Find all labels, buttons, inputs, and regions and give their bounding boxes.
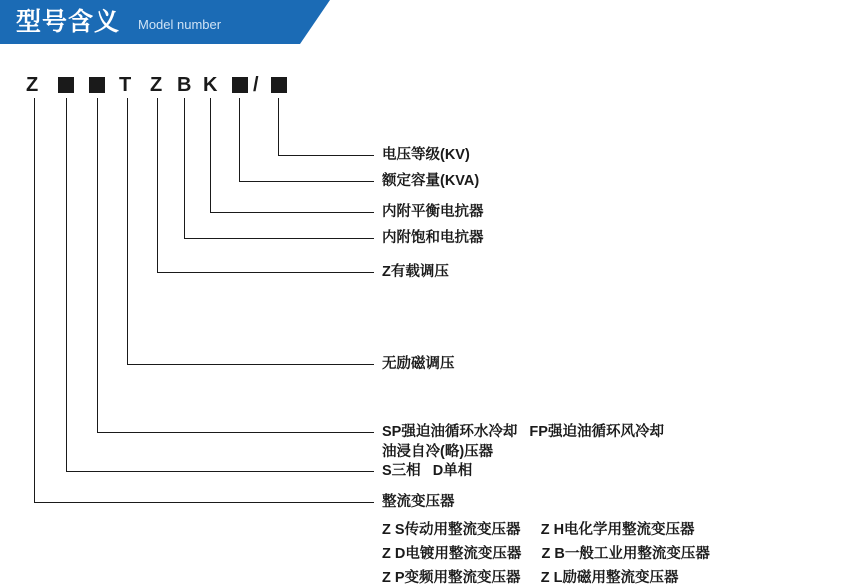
callout-label-built-in-balance-reactor: 内附平衡电抗器: [382, 204, 484, 220]
label-application-row-3: Z P变频用整流变压器 Z L励磁用整流变压器: [382, 570, 679, 584]
callout-label-phase-count: S三相 D单相: [382, 463, 473, 479]
callout-label-rectifier-transformer: 整流变压器: [382, 494, 455, 510]
callout-stem-off-circuit-tap-changing: [127, 98, 128, 364]
model-code-box: [232, 77, 248, 93]
model-code-char: Z: [150, 74, 163, 96]
model-code-char: K: [203, 74, 218, 96]
model-code-char: B: [177, 74, 192, 96]
callout-rule-cooling-method: [97, 432, 374, 433]
callout-stem-rectifier-transformer: [34, 98, 35, 502]
model-code-box: [271, 77, 287, 93]
callout-stem-rated-capacity: [239, 98, 240, 181]
model-code-box: [89, 77, 105, 93]
callout-stem-built-in-balance-reactor: [210, 98, 211, 212]
model-code-char: /: [253, 74, 259, 96]
callout-stem-cooling-method: [97, 98, 98, 432]
callout-rule-rated-capacity: [239, 181, 374, 182]
callout-rule-built-in-saturable-reactor: [184, 238, 374, 239]
label-application-row-2: Z D电镀用整流变压器 Z B一般工业用整流变压器: [382, 546, 710, 562]
callout-label-voltage-class: 电压等级(KV): [382, 147, 470, 163]
callout-rule-built-in-balance-reactor: [210, 212, 374, 213]
callout-rule-voltage-class: [278, 155, 374, 156]
callout-rule-rectifier-transformer: [34, 502, 374, 503]
page-title: 型号含义: [16, 8, 121, 36]
model-code-char: Z: [26, 74, 39, 96]
callout-stem-voltage-class: [278, 98, 279, 155]
callout-rule-on-load-tap-changing: [157, 272, 374, 273]
callout-label-cooling-method: SP强迫油循环水冷却 FP强迫油循环风冷却: [382, 424, 664, 440]
callout-stem-phase-count: [66, 98, 67, 471]
label-application-row-1: Z S传动用整流变压器 Z H电化学用整流变压器: [382, 522, 695, 538]
callout-label-on-load-tap-changing: Z有载调压: [382, 264, 449, 280]
callout-stem-on-load-tap-changing: [157, 98, 158, 272]
page-subtitle: Model number: [138, 17, 222, 32]
callout-label-built-in-saturable-reactor: 内附饱和电抗器: [382, 230, 484, 246]
header-banner-tail: [300, 0, 330, 44]
callout-label-rated-capacity: 额定容量(KVA): [382, 173, 480, 189]
callout-rule-phase-count: [66, 471, 374, 472]
model-code-char: T: [119, 74, 132, 96]
callout-label-off-circuit-tap-changing: 无励磁调压: [382, 356, 455, 372]
callout-rule-off-circuit-tap-changing: [127, 364, 374, 365]
callout-stem-built-in-saturable-reactor: [184, 98, 185, 238]
model-code-box: [58, 77, 74, 93]
label-cooling-oil-immersed: 油浸自冷(略)压器: [382, 444, 494, 460]
